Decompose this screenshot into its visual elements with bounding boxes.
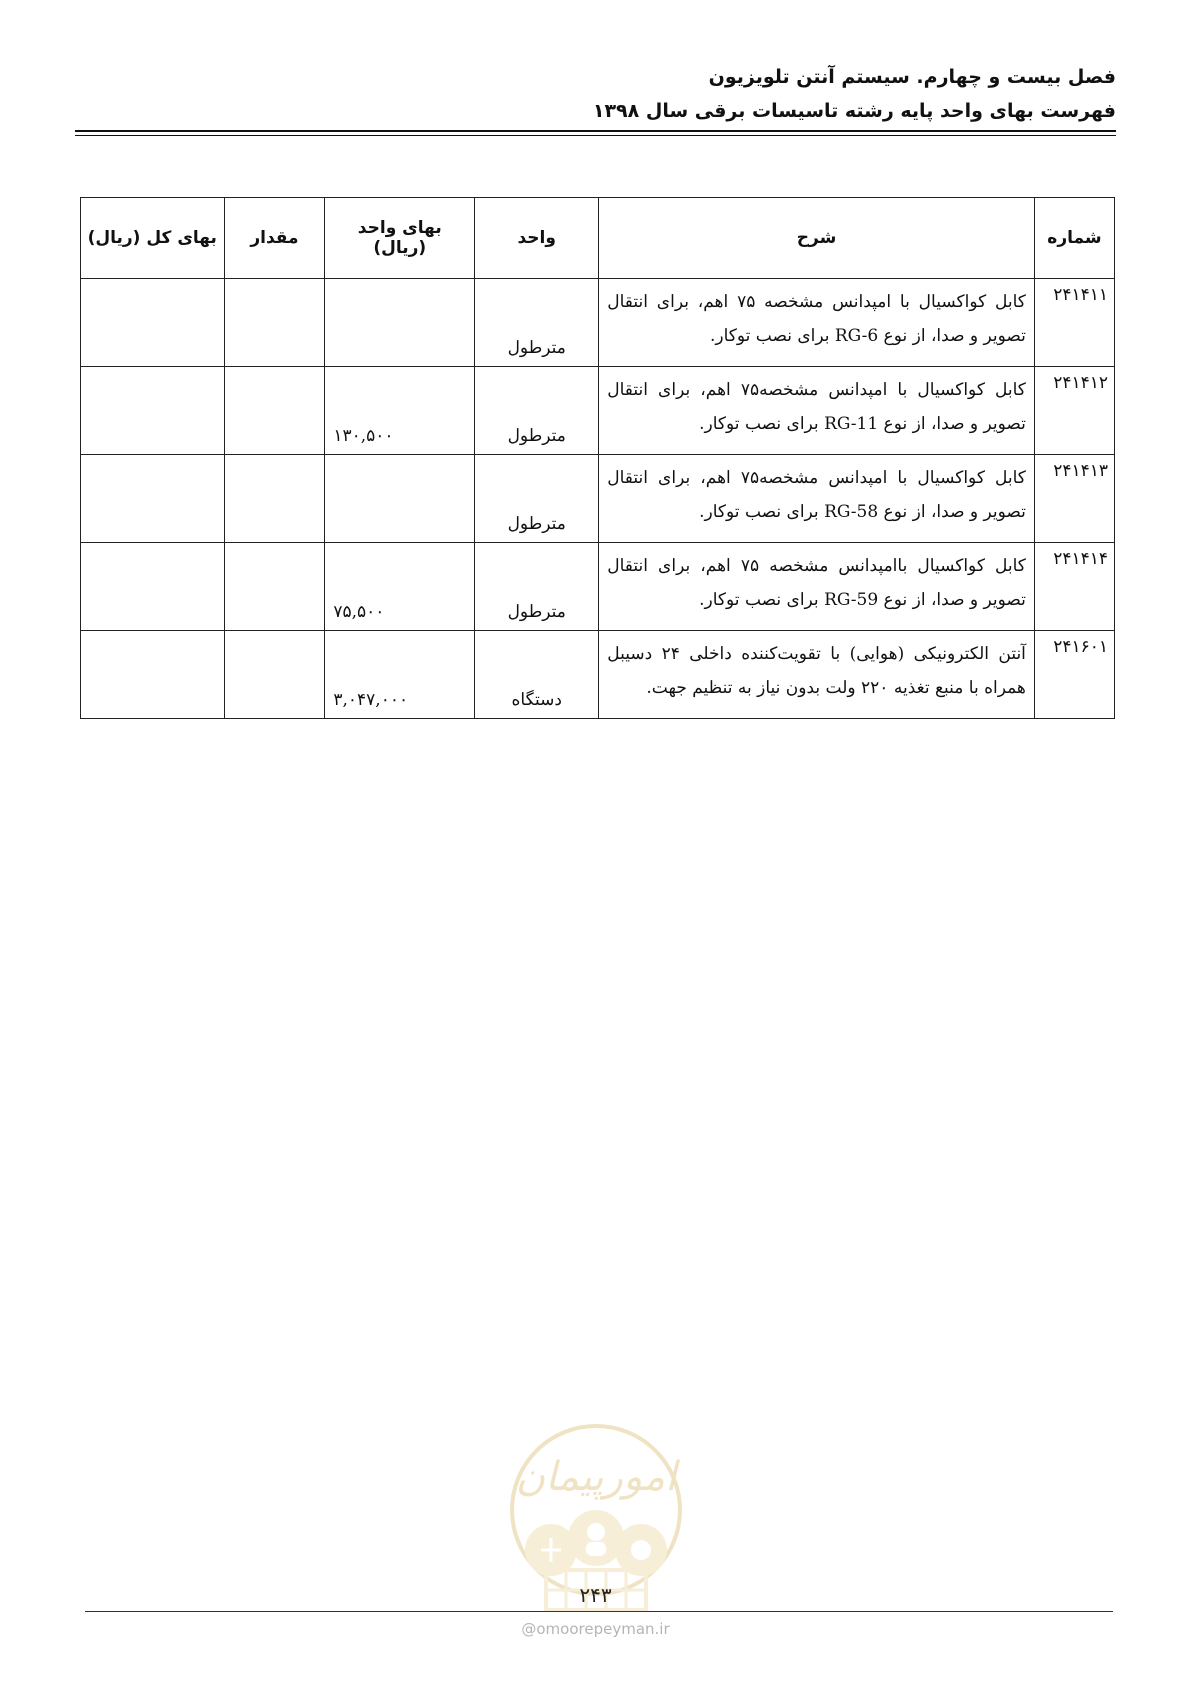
item-total bbox=[81, 631, 225, 719]
item-description: آنتن الکترونیکی (هوایی) با تقویت‌کننده داخلی ۲۴ دسیبل همراه با منبع تغذیه ۲۲۰ ولت بدون نیاز به تنظیم جهت. bbox=[599, 631, 1035, 719]
item-unit-price: ۷۵,۵۰۰ bbox=[325, 543, 475, 631]
watermark-text: امورپیمان bbox=[515, 1454, 677, 1500]
header-rule-thick bbox=[75, 130, 1116, 132]
item-description: کابل کواکسیال باامپدانس مشخصه ۷۵ اهم، برای انتقال تصویر و صدا، از نوع RG-59 برای نصب توکار. bbox=[599, 543, 1035, 631]
table-row bbox=[81, 631, 1115, 719]
unit-price-label: بهای واحد bbox=[357, 218, 442, 238]
item-unit: مترطول bbox=[475, 455, 599, 543]
item-unit: دستگاه bbox=[475, 631, 599, 719]
item-description: کابل کواکسیال با امپدانس مشخصه۷۵ اهم، برای انتقال تصویر و صدا، از نوع RG-11 برای نصب توکار. bbox=[599, 367, 1035, 455]
price-table bbox=[80, 197, 1115, 719]
col-total-header: بهای کل (ریال) bbox=[81, 198, 225, 279]
item-quantity bbox=[224, 631, 325, 719]
chapter-title: فصل بیست و چهارم. سیستم آنتن تلویزیون bbox=[708, 66, 1116, 88]
item-number: ۲۴۱۴۱۳ bbox=[1034, 455, 1114, 543]
item-quantity bbox=[224, 455, 325, 543]
item-unit: مترطول bbox=[475, 367, 599, 455]
item-number: ۲۴۱۴۱۴ bbox=[1034, 543, 1114, 631]
item-quantity bbox=[224, 367, 325, 455]
header-rule-thin bbox=[75, 135, 1116, 136]
item-unit-price: ۱۳۰,۵۰۰ bbox=[325, 367, 475, 455]
item-unit-price bbox=[325, 279, 475, 367]
item-total bbox=[81, 279, 225, 367]
item-unit: مترطول bbox=[475, 543, 599, 631]
item-unit: مترطول bbox=[475, 279, 599, 367]
item-total bbox=[81, 543, 225, 631]
footer-rule bbox=[85, 1611, 1113, 1612]
table-row bbox=[81, 455, 1115, 543]
item-quantity bbox=[224, 279, 325, 367]
item-total bbox=[81, 455, 225, 543]
unit-price-currency: (ریال) bbox=[373, 238, 427, 258]
table-header-row bbox=[81, 198, 1115, 279]
page-header bbox=[593, 60, 1116, 128]
item-quantity bbox=[224, 543, 325, 631]
item-number: ۲۴۱۶۰۱ bbox=[1034, 631, 1114, 719]
document-title: فهرست بهای واحد پایه رشته تاسیسات برقی سال ۱۳۹۸ bbox=[592, 100, 1116, 122]
table-row bbox=[81, 367, 1115, 455]
item-description: کابل کواکسیال با امپدانس مشخصه۷۵ اهم، برای انتقال تصویر و صدا، از نوع RG-58 برای نصب توکار. bbox=[599, 455, 1035, 543]
col-unit-header: واحد bbox=[475, 198, 599, 279]
item-description: کابل کواکسیال با امپدانس مشخصه ۷۵ اهم، برای انتقال تصویر و صدا، از نوع RG-6 برای نصب توکار. bbox=[599, 279, 1035, 367]
col-description-header: شرح bbox=[599, 198, 1035, 279]
item-total bbox=[81, 367, 225, 455]
item-number: ۲۴۱۴۱۲ bbox=[1034, 367, 1114, 455]
table-row bbox=[81, 543, 1115, 631]
col-number-header: شماره bbox=[1034, 198, 1114, 279]
website-watermark: @omoorepeyman.ir bbox=[521, 1620, 670, 1638]
item-number: ۲۴۱۴۱۱ bbox=[1034, 279, 1114, 367]
col-quantity-header: مقدار bbox=[224, 198, 325, 279]
item-unit-price: ۳,۰۴۷,۰۰۰ bbox=[325, 631, 475, 719]
table-row bbox=[81, 279, 1115, 367]
col-unit-price-header bbox=[325, 198, 475, 279]
item-unit-price bbox=[325, 455, 475, 543]
page-number: ۲۴۳ bbox=[579, 1583, 612, 1607]
